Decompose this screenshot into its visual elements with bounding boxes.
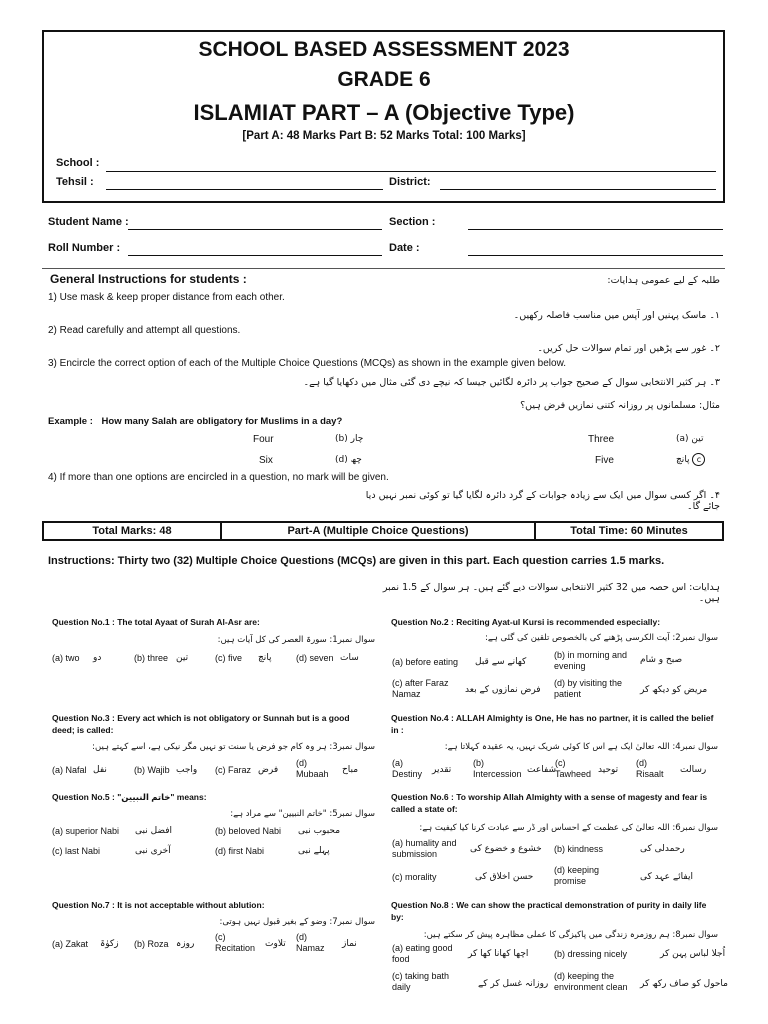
q6-option-c[interactable]: (c) morality <box>392 872 437 882</box>
question-6-number: Question No.6 : <box>391 792 454 802</box>
question-1 <box>52 616 382 628</box>
example-five-urdu-text: پانچ <box>676 455 690 465</box>
q4-option-c[interactable]: (c) Tawheed <box>555 758 592 779</box>
question-3 <box>52 712 372 736</box>
total-time: Total Time: 60 Minutes <box>570 525 688 537</box>
question-8-urdu: سوال نمبر8: ہم روزمرہ زندگی میں پاکیزگی کا عملی مظاہرہ پیش کر سکتے ہیں: <box>423 930 718 940</box>
question-3-number: Question No.3 : <box>52 713 115 723</box>
example-opt-six-urdu: چھ (d) <box>335 455 362 465</box>
q6-option-d-urdu: ایفائے عہد کی <box>640 872 693 882</box>
q6-option-b[interactable]: (b) kindness <box>554 844 604 854</box>
section-label: Section : <box>389 216 436 228</box>
q5-option-b-urdu: محبوب نبی <box>298 826 341 836</box>
q1-option-d[interactable]: (d) seven <box>296 653 334 663</box>
q1-option-b[interactable]: (b) three <box>134 653 169 663</box>
q7-option-b-urdu: روزہ <box>176 939 195 949</box>
q1-option-b-urdu: تین <box>176 653 189 663</box>
question-1-text: The total Ayaat of Surah Al-Asr are: <box>117 617 260 627</box>
q7-option-a[interactable]: (a) Zakat <box>52 939 89 949</box>
q3-option-d[interactable]: (d) Mubaah <box>296 758 329 779</box>
q6-option-b-urdu: رحمدلی کی <box>640 844 685 854</box>
example-opt-five: Five <box>595 455 614 466</box>
q8-option-b-urdu: اُجلا لباس پہن کر <box>660 949 726 959</box>
question-3-text: Every act which is not obligatory or Sunnah but is a good deed; is called: <box>52 713 350 735</box>
student-name-label: Student Name : <box>48 216 129 228</box>
question-4-number: Question No.4 : <box>391 713 454 723</box>
q8-option-d[interactable]: (d) keeping the environment clean <box>554 971 628 992</box>
q2-option-d-urdu: مریض کو دیکھ کر <box>640 685 708 695</box>
question-8-text: We can show the practical demonstration of purity in daily life by: <box>391 900 707 922</box>
q2-option-a-urdu: کھانے سے قبل <box>475 657 527 667</box>
question-5-urdu: سوال نمبر5: "خاتم النبیین" سے مراد ہے: <box>230 809 375 819</box>
q1-option-c-urdu: پانچ <box>258 653 272 663</box>
q8-option-c[interactable]: (c) taking bath daily <box>392 971 450 992</box>
q3-option-a-urdu: نفل <box>93 765 107 775</box>
question-3-urdu: سوال نمبر3: ہر وہ کام جو فرض یا سنت تو نہیں مگر نیکی ہے، اسے کہتے ہیں: <box>92 742 375 752</box>
q3-option-c[interactable]: (c) Faraz <box>215 765 251 775</box>
question-5-text: "خاتم النبیین" means: <box>117 792 207 802</box>
q6-option-d[interactable]: (d) keeping promise <box>554 865 600 886</box>
q6-option-a[interactable]: (a) humality and submission <box>392 838 457 859</box>
example-label <box>48 416 342 427</box>
question-4 <box>391 712 721 736</box>
q7-option-a-urdu: زکوٰۃ <box>100 939 119 949</box>
q5-option-a[interactable]: (a) superior Nabi <box>52 826 120 836</box>
q1-option-a-urdu: دو <box>93 653 102 663</box>
q8-option-a[interactable]: (a) eating good food <box>392 943 453 964</box>
example-opt-four: Four <box>253 434 274 445</box>
date-field[interactable] <box>468 255 723 256</box>
question-7-urdu: سوال نمبر7: وضو کے بغیر قبول نہیں ہوتی: <box>219 917 375 927</box>
question-2-urdu: سوال نمبر2: آیت الکرسی پڑھنے کی بالخصوص تلقین کی گئی ہے: <box>485 633 718 643</box>
tehsil-field[interactable] <box>106 189 383 190</box>
instruction-2-urdu: ۲۔ غور سے پڑھیں اور تمام سوالات حل کریں۔ <box>537 343 720 354</box>
total-marks: Total Marks: 48 <box>44 523 222 539</box>
q5-option-b[interactable]: (b) beloved Nabi <box>215 826 282 836</box>
q4-option-a-urdu: تقدیر <box>432 765 452 775</box>
q5-option-c[interactable]: (c) last Nabi <box>52 846 101 856</box>
mcq-instructions: Instructions: Thirty two (32) Multiple Choice Questions (MCQs) are given in this part. Each question carries 1.5 marks. <box>48 555 665 567</box>
grade-title: GRADE 6 <box>337 68 431 91</box>
example-question: How many Salah are obligatory for Muslims in a day? <box>101 416 343 427</box>
q4-option-b[interactable]: (b) Intercession <box>473 758 522 779</box>
q4-option-a[interactable]: (a) Destiny <box>392 758 423 779</box>
question-6 <box>391 791 721 815</box>
student-name-field[interactable] <box>128 229 382 230</box>
exam-title: SCHOOL BASED ASSESSMENT 2023 <box>198 38 570 61</box>
q2-option-d[interactable]: (d) by visiting the patient <box>554 678 623 699</box>
q8-option-b[interactable]: (b) dressing nicely <box>554 949 628 959</box>
instruction-1-urdu: ۱۔ ماسک پہنیں اور آپس میں مناسب فاصلہ رکھیں۔ <box>513 310 720 321</box>
instruction-4-urdu: ۴۔ اگر کسی سوال میں ایک سے زیادہ جوابات کے گرد دائرہ لگایا گیا تو کوئی نمبر نہیں دیا جائے گا۔ <box>365 490 720 512</box>
q2-option-c-urdu: فرض نمازوں کے بعد <box>465 685 541 695</box>
q6-option-a-urdu: خشوع و خضوع کی <box>470 844 542 854</box>
section-field[interactable] <box>468 229 723 230</box>
q5-option-d-urdu: پہلے نبی <box>298 846 330 856</box>
subject-title: ISLAMIAT PART – A (Objective Type) <box>193 100 575 125</box>
question-6-text: To worship Allah Almighty with a sense of magesty and fear is called a state of: <box>391 792 708 814</box>
instructions-heading-urdu: طلبہ کے لیے عمومی ہدایات: <box>607 275 720 286</box>
question-8 <box>391 899 721 923</box>
example-opt-six: Six <box>259 455 273 466</box>
instruction-4: 4) If more than one options are encircled in a question, no mark will be given. <box>48 472 389 483</box>
q7-option-d-urdu: نماز <box>342 939 357 949</box>
school-label: School : <box>56 157 100 169</box>
q6-option-c-urdu: حسن اخلاق کی <box>475 872 534 882</box>
q3-option-c-urdu: فرض <box>258 765 279 775</box>
q1-option-c[interactable]: (c) five <box>215 653 242 663</box>
question-7-text: It is not acceptable without ablution: <box>117 900 265 910</box>
question-4-text: ALLAH Almighty is One, He has no partner, it is called the belief in : <box>391 713 714 735</box>
question-7-number: Question No.7 : <box>52 900 115 910</box>
instructions-heading: General Instructions for students : <box>50 272 247 286</box>
example-urdu: مثال: مسلمانوں پر روزانہ کتنی نمازیں فرض ہیں؟ <box>520 400 720 411</box>
example-label-text: Example : <box>48 416 93 427</box>
question-2-text: Reciting Ayat-ul Kursi is recommended especially: <box>456 617 661 627</box>
q4-option-d[interactable]: (d) Risaalt <box>636 758 664 779</box>
q1-option-d-urdu: سات <box>340 653 359 663</box>
q1-option-a[interactable]: (a) two <box>52 653 80 663</box>
q3-option-a[interactable]: (a) Nafal <box>52 765 87 775</box>
example-opt-three-urdu: تین (a) <box>676 434 704 444</box>
example-opt-four-urdu: چار (b) <box>335 434 364 444</box>
q5-option-a-urdu: افضل نبی <box>135 826 173 836</box>
instruction-3: 3) Encircle the correct option of each of the Multiple Choice Questions (MCQs) as shown in the example given below. <box>48 358 567 369</box>
example-opt-three: Three <box>588 434 615 445</box>
instruction-2: 2) Read carefully and attempt all questions. <box>48 325 241 336</box>
q5-option-c-urdu: آخری نبی <box>135 846 171 856</box>
question-1-urdu: سوال نمبر1: سورۃ العصر کی کل آیات ہیں: <box>217 635 375 645</box>
q2-option-b-urdu: صبح و شام <box>640 655 683 665</box>
question-8-number: Question No.8 : <box>391 900 454 910</box>
q3-option-b[interactable]: (b) Wajib <box>134 765 170 775</box>
q4-option-c-urdu: توحید <box>598 765 619 775</box>
q7-option-d[interactable]: (d) Namaz <box>296 932 325 953</box>
roll-number-label: Roll Number : <box>48 242 121 254</box>
q7-option-c-urdu: تلاوت <box>265 939 286 949</box>
q2-option-c[interactable]: (c) after Faraz Namaz <box>392 678 449 699</box>
encircled-answer: c <box>692 453 705 466</box>
q4-option-b-urdu: شفاعت <box>527 765 557 775</box>
marks-band <box>42 521 724 541</box>
q8-option-c-urdu: روزانہ غسل کر کے <box>478 979 549 989</box>
tehsil-label: Tehsil : <box>56 176 94 188</box>
q8-option-d-urdu: ماحول کو صاف رکھ کر <box>640 979 728 989</box>
instruction-3-urdu: ۳۔ ہر کثیر الانتخابی سوال کے صحیح جواب پر دائرہ لگائیں جیسا کہ نیچے دی گئی مثال میں دکھایا گیا ہے۔ <box>303 377 720 388</box>
mcq-instructions-urdu: ہدایات: اس حصہ میں 32 کثیر الانتخابی سوالات دیے گئے ہیں۔ ہر سوال کے 1.5 نمبر ہیں۔ <box>382 582 720 604</box>
q7-option-c[interactable]: (c) Recitation <box>215 932 256 953</box>
q3-option-d-urdu: مباح <box>342 765 359 775</box>
question-6-urdu: سوال نمبر6: اللہ تعالیٰ کی عظمت کے احساس اور ڈر سے عبادت کرنا کیا کیفیت ہے: <box>419 823 718 833</box>
divider <box>42 268 725 269</box>
question-1-number: Question No.1 : <box>52 617 115 627</box>
roll-number-field[interactable] <box>128 255 382 256</box>
school-field[interactable] <box>106 171 716 172</box>
example-opt-five-urdu <box>676 453 705 466</box>
part-label: Part-A (Multiple Choice Questions) <box>222 523 536 539</box>
q2-option-a[interactable]: (a) before eating <box>392 657 459 667</box>
q8-option-a-urdu: اچھا کھانا کھا کر <box>468 949 529 959</box>
question-5-number: Question No.5 : <box>52 792 115 802</box>
marks-note: [Part A: 48 Marks Part B: 52 Marks Total: 100 Marks] <box>242 130 526 142</box>
question-2 <box>391 616 721 628</box>
question-5 <box>52 791 372 803</box>
question-2-number: Question No.2 : <box>391 617 454 627</box>
district-field[interactable] <box>440 189 716 190</box>
q7-option-b[interactable]: (b) Roza <box>134 939 169 949</box>
date-label: Date : <box>389 242 420 254</box>
question-7 <box>52 899 372 911</box>
question-4-urdu: سوال نمبر4: اللہ تعالیٰ ایک ہے اس کا کوئی شریک نہیں، یہ عقیدہ کہلاتا ہے: <box>444 742 718 752</box>
q4-option-d-urdu: رسالت <box>680 765 707 775</box>
district-label: District: <box>389 176 431 188</box>
q2-option-b[interactable]: (b) in morning and evening <box>554 650 628 671</box>
q3-option-b-urdu: واجب <box>176 765 198 775</box>
instruction-1: 1) Use mask & keep proper distance from each other. <box>48 292 285 303</box>
q5-option-d[interactable]: (d) first Nabi <box>215 846 265 856</box>
